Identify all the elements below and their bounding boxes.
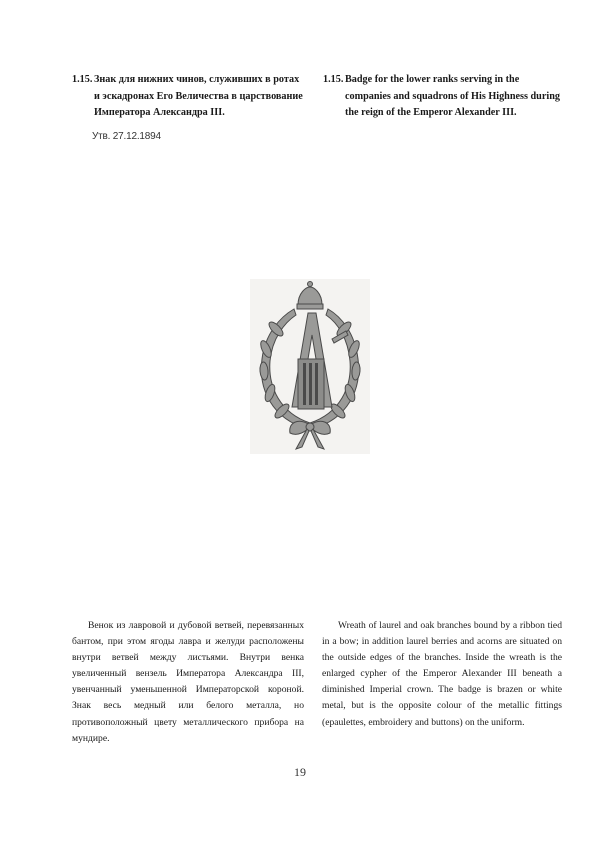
section-number-en: 1.15. bbox=[323, 74, 344, 85]
description-ru: Венок из лавровой и дубовой ветвей, перевязанных бантом, при этом ягоды лавра и желуди расположены внутри ветвей между листьями. Внутри венка увеличенный вензель Императора Александра III, увенчанный уменьшенной Императорской короной. Знак весь медный или белого металла, но противоположный цвету металлического прибора на мундире. bbox=[72, 620, 304, 744]
section-title-en: Badge for the lower ranks serving in the companies and squadrons of His Highness during the reign of the Emperor Alexander III. bbox=[345, 74, 560, 118]
approval-date: Утв. 27.12.1894 bbox=[92, 131, 161, 142]
page-number: 19 bbox=[294, 765, 306, 779]
badge-illustration bbox=[250, 279, 370, 454]
section-title-ru: Знак для нижних чинов, служивших в ротах и эскадронах Его Величества в царствование Императора Александра III. bbox=[94, 74, 303, 118]
section-heading-ru bbox=[72, 72, 304, 122]
badge-image bbox=[250, 279, 370, 454]
description-en: Wreath of laurel and oak branches bound by a ribbon tied in a bow; in addition laurel berries and acorns are situated on the outside edges of the branches. Inside the wreath is the enlarged cypher of the Emperor Alexander III beneath a diminished Imperial crown. The badge is brazen or white metal, but is the opposite colour of the metallic fittings (epaulettes, embroidery and buttons) on the uniform. bbox=[322, 620, 562, 728]
section-heading-en bbox=[323, 72, 561, 122]
section-number-ru: 1.15. bbox=[72, 74, 93, 85]
